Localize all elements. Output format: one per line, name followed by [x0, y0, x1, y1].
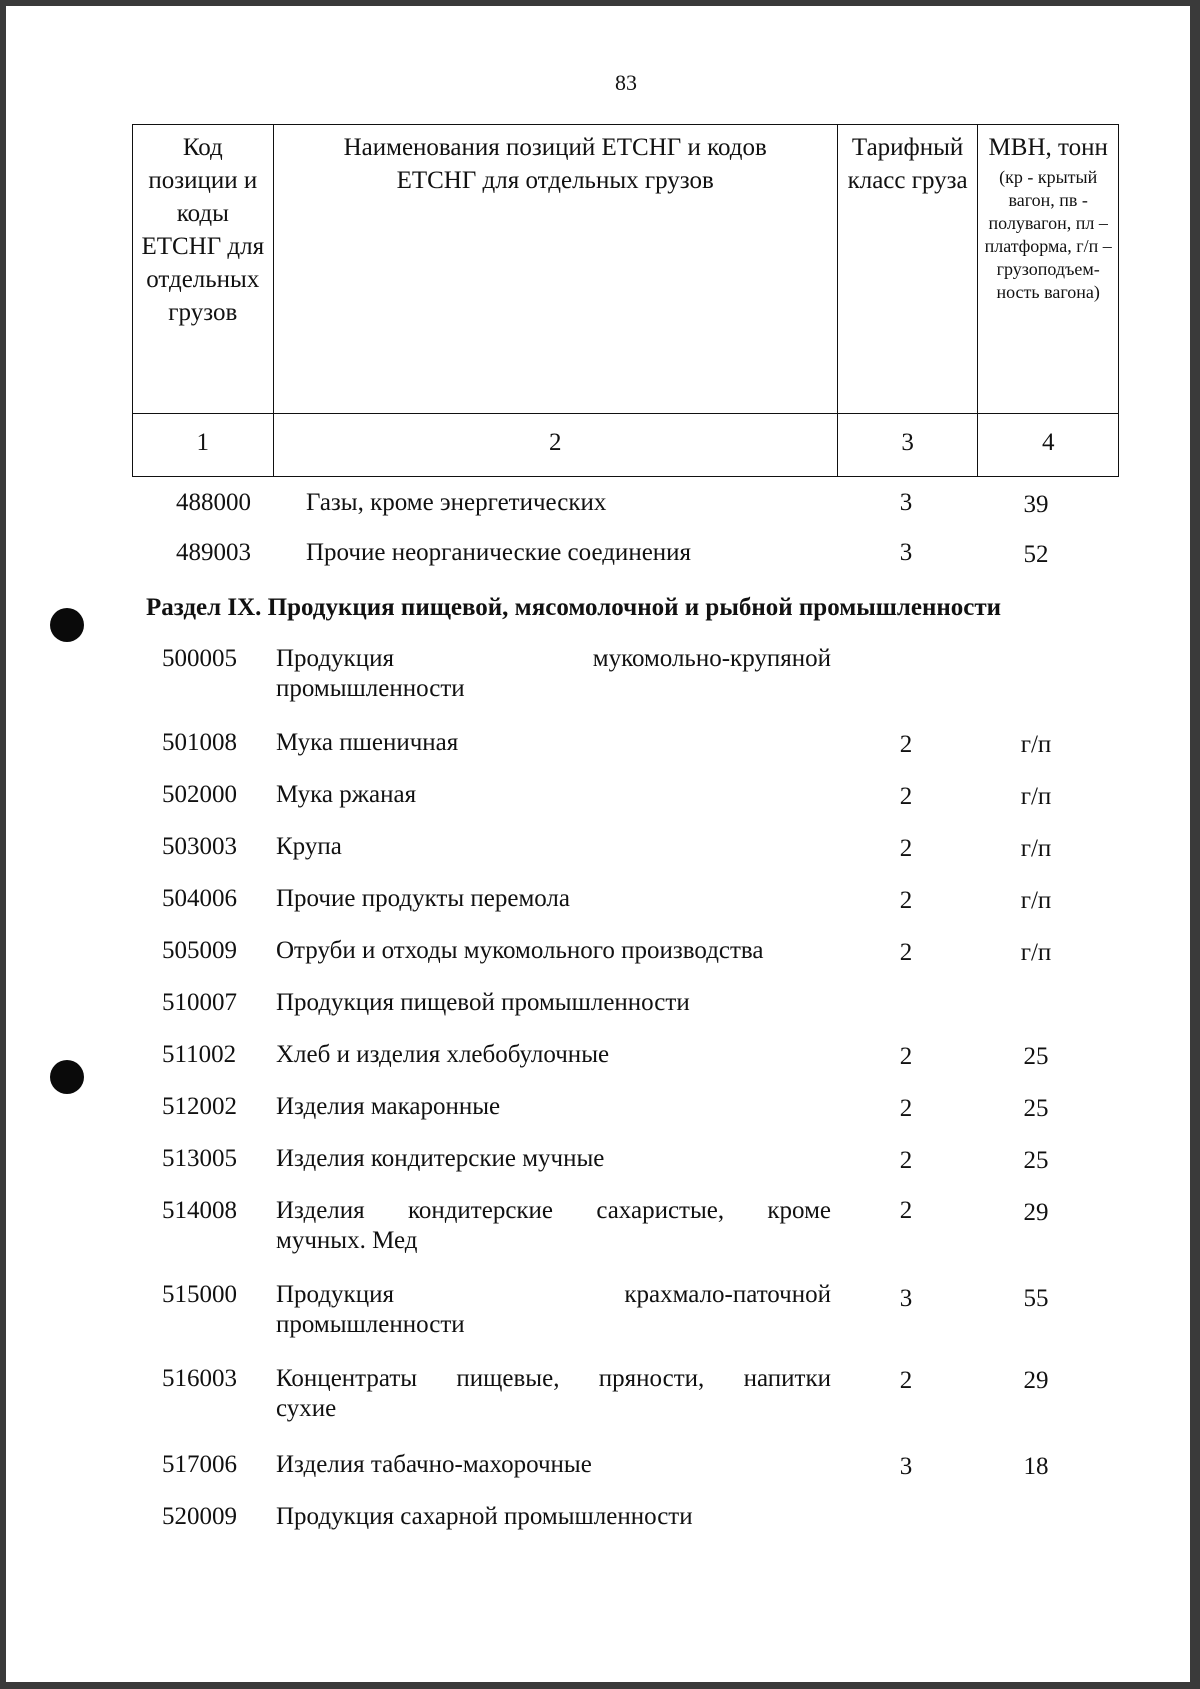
- row-mvn: 29: [1023, 1199, 1049, 1226]
- header-mvn-title: МВН, тонн: [988, 134, 1108, 161]
- row-code: 516003: [162, 1365, 237, 1392]
- row-name: [276, 1364, 831, 1424]
- row-mvn: 25: [1023, 1147, 1049, 1174]
- row-mvn: г/п: [1020, 939, 1052, 966]
- row-class: 2: [899, 1095, 913, 1122]
- row-code: 520009: [162, 1503, 237, 1530]
- row-class: 2: [899, 1043, 913, 1070]
- row-mvn: г/п: [1020, 835, 1052, 862]
- row-name-part: мукомольно-крупяной: [592, 645, 831, 672]
- header-name: Наименования позиций ЕТСНГ и кодов ЕТСНГ для отдельных грузов: [273, 125, 837, 414]
- header-tariff-class: Тарифный класс груза: [837, 125, 978, 414]
- row-name: Газы, кроме энергетических: [306, 489, 607, 516]
- page-number: 83: [615, 70, 637, 95]
- row-name: Изделия макаронные: [276, 1093, 501, 1120]
- row-name-part: Изделия: [276, 1197, 365, 1224]
- row-name-part: промышленности: [276, 675, 465, 702]
- row-class: 3: [899, 539, 913, 566]
- row-code: 502000: [162, 781, 237, 808]
- row-name-part: сухие: [276, 1395, 337, 1422]
- row-name: Отруби и отходы мукомольного производства: [276, 937, 764, 964]
- row-name: [276, 644, 831, 704]
- row-code: 501008: [162, 729, 237, 756]
- punch-hole-mark: [50, 608, 84, 642]
- row-code: 500005: [162, 645, 237, 672]
- row-name-part: Концентраты: [276, 1365, 418, 1392]
- header-mvn: [978, 125, 1119, 414]
- row-mvn: г/п: [1020, 731, 1052, 758]
- row-name-part: пряности,: [598, 1365, 705, 1392]
- column-number-2: 2: [273, 414, 837, 477]
- row-name: Продукция пищевой промышленности: [276, 989, 690, 1016]
- row-mvn: 25: [1023, 1043, 1049, 1070]
- row-name-part: Продукция: [276, 1281, 394, 1308]
- row-mvn: 55: [1023, 1285, 1049, 1312]
- header-mvn-note: (кр - крытый вагон, пв - полувагон, пл – платформа, г/п – грузоподъем-ность вагона): [984, 167, 1112, 302]
- row-name: [276, 1280, 831, 1340]
- row-code: 513005: [162, 1145, 237, 1172]
- row-name-part: кроме: [767, 1197, 831, 1224]
- row-mvn: г/п: [1020, 783, 1052, 810]
- row-mvn: 25: [1023, 1095, 1049, 1122]
- row-name: Изделия табачно-махорочные: [276, 1451, 592, 1478]
- row-class: 2: [899, 835, 913, 862]
- row-class: 2: [899, 1147, 913, 1174]
- column-number-3: 3: [837, 414, 978, 477]
- row-class: 3: [899, 1453, 913, 1480]
- row-class: 3: [899, 1285, 913, 1312]
- row-name: Мука пшеничная: [276, 729, 459, 756]
- row-code: 512002: [162, 1093, 237, 1120]
- row-class: 2: [899, 1197, 913, 1224]
- section-title: Раздел IX. Продукция пищевой, мясомолочной и рыбной промышленности: [146, 594, 1002, 621]
- row-class: 2: [899, 731, 913, 758]
- row-name-part: Продукция: [276, 645, 394, 672]
- row-name: [276, 1196, 831, 1256]
- row-code: 511002: [162, 1041, 237, 1068]
- row-name-part: сахаристые,: [596, 1197, 725, 1224]
- row-name-part: мучных. Мед: [276, 1227, 418, 1254]
- row-name-part: крахмало-паточной: [624, 1281, 831, 1308]
- row-code: 515000: [162, 1281, 237, 1308]
- row-mvn: г/п: [1020, 887, 1052, 914]
- row-name: Продукция сахарной промышленности: [276, 1503, 693, 1530]
- table-header: [132, 124, 1119, 477]
- row-class: 2: [899, 783, 913, 810]
- row-code: 488000: [176, 489, 251, 516]
- row-code: 514008: [162, 1197, 237, 1224]
- row-name-part: кондитерские: [407, 1197, 554, 1224]
- row-name: Хлеб и изделия хлебобулочные: [276, 1041, 610, 1068]
- row-class: 2: [899, 1367, 913, 1394]
- row-code: 505009: [162, 937, 237, 964]
- column-number-4: 4: [978, 414, 1119, 477]
- header-row: [133, 125, 1119, 414]
- row-name-part: напитки: [743, 1365, 831, 1392]
- column-number-1: 1: [133, 414, 274, 477]
- row-class: 3: [899, 489, 913, 516]
- row-class: 2: [899, 887, 913, 914]
- row-code: 517006: [162, 1451, 237, 1478]
- row-code: 489003: [176, 539, 251, 566]
- header-code: Код позиции и коды ЕТСНГ для отдельных грузов: [133, 125, 274, 414]
- punch-hole-mark: [50, 1060, 84, 1094]
- row-mvn: 18: [1023, 1453, 1049, 1480]
- row-class: 2: [899, 939, 913, 966]
- document-page: [6, 6, 1190, 1682]
- row-name-part: пищевые,: [456, 1365, 560, 1392]
- row-mvn: 52: [1023, 541, 1049, 568]
- row-code: 510007: [162, 989, 237, 1016]
- row-name: Прочие неорганические соединения: [306, 539, 692, 566]
- row-name: Прочие продукты перемола: [276, 885, 571, 912]
- row-name-part: промышленности: [276, 1311, 465, 1338]
- column-number-row: [133, 414, 1119, 477]
- row-mvn: 29: [1023, 1367, 1049, 1394]
- row-name: Мука ржаная: [276, 781, 417, 808]
- row-mvn: 39: [1023, 491, 1049, 518]
- row-name: Крупа: [276, 833, 342, 860]
- row-code: 504006: [162, 885, 237, 912]
- row-code: 503003: [162, 833, 237, 860]
- row-name: Изделия кондитерские мучные: [276, 1145, 605, 1172]
